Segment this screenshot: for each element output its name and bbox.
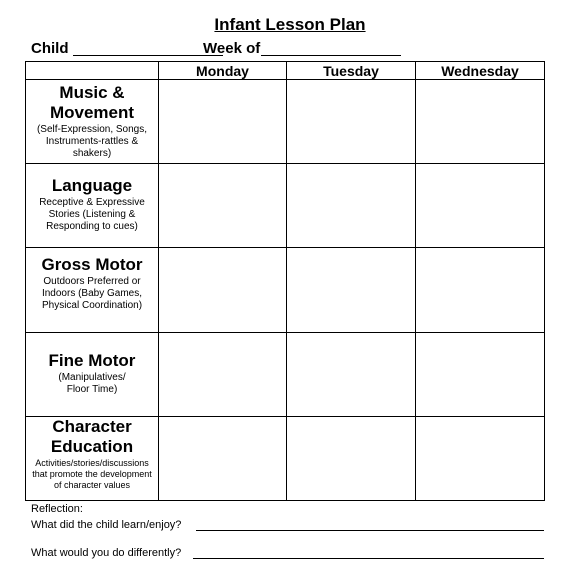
- cell-character-tuesday[interactable]: [287, 417, 416, 501]
- child-label: Child: [31, 40, 69, 57]
- cell-fine-motor-monday[interactable]: [159, 333, 287, 417]
- category-title: Character Education: [50, 417, 134, 456]
- category-title: Fine Motor: [48, 351, 136, 370]
- lesson-plan-table: [25, 61, 545, 501]
- cell-gross-motor-monday[interactable]: [159, 248, 287, 333]
- category-description: (Self-Expression, Songs, Instruments-rattles & shakers): [36, 124, 148, 159]
- table-row: [26, 417, 545, 501]
- category-description: Receptive & Expressive Stories (Listening & Responding to cues): [39, 197, 145, 232]
- cell-fine-motor-tuesday[interactable]: [287, 333, 416, 417]
- reflection-heading: Reflection:: [31, 503, 83, 515]
- row-category-character-education: [26, 417, 159, 501]
- row-category-gross-motor: [26, 248, 159, 333]
- cell-gross-motor-tuesday[interactable]: [287, 248, 416, 333]
- category-title: Language: [51, 176, 133, 195]
- reflection-answer-line-differently[interactable]: [193, 558, 544, 559]
- category-title: Gross Motor: [41, 255, 143, 274]
- column-header-monday: Monday: [159, 62, 287, 80]
- table-row: [26, 333, 545, 417]
- cell-music-wednesday[interactable]: [416, 80, 545, 164]
- cell-character-monday[interactable]: [159, 417, 287, 501]
- column-header-category: [26, 62, 159, 80]
- category-title: Music & Movement: [49, 83, 135, 122]
- reflection-question-learn: What did the child learn/enjoy?: [31, 519, 182, 531]
- cell-fine-motor-wednesday[interactable]: [416, 333, 545, 417]
- cell-language-wednesday[interactable]: [416, 164, 545, 248]
- row-category-language: [26, 164, 159, 248]
- child-input-line[interactable]: [73, 55, 223, 56]
- category-description: Activities/stories/discussions that promote the development of character values: [32, 458, 152, 490]
- table-row: [26, 248, 545, 333]
- table-row: [26, 80, 545, 164]
- column-header-wednesday: Wednesday: [416, 62, 545, 80]
- row-category-fine-motor: [26, 333, 159, 417]
- reflection-question-differently: What would you do differently?: [31, 547, 182, 559]
- category-description: (Manipulatives/ Floor Time): [58, 372, 126, 395]
- cell-gross-motor-wednesday[interactable]: [416, 248, 545, 333]
- week-of-input-line[interactable]: [261, 55, 401, 56]
- column-header-tuesday: Tuesday: [287, 62, 416, 80]
- week-of-label: Week of: [203, 40, 261, 57]
- row-category-music: [26, 80, 159, 164]
- cell-character-wednesday[interactable]: [416, 417, 545, 501]
- category-description: Outdoors Preferred or Indoors (Baby Games, Physical Coordination): [41, 276, 143, 311]
- table-header-row: [26, 62, 545, 80]
- table-row: [26, 164, 545, 248]
- cell-language-monday[interactable]: [159, 164, 287, 248]
- page-title: Infant Lesson Plan: [214, 15, 366, 34]
- cell-music-tuesday[interactable]: [287, 80, 416, 164]
- cell-language-tuesday[interactable]: [287, 164, 416, 248]
- cell-music-monday[interactable]: [159, 80, 287, 164]
- reflection-answer-line-learn[interactable]: [196, 530, 544, 531]
